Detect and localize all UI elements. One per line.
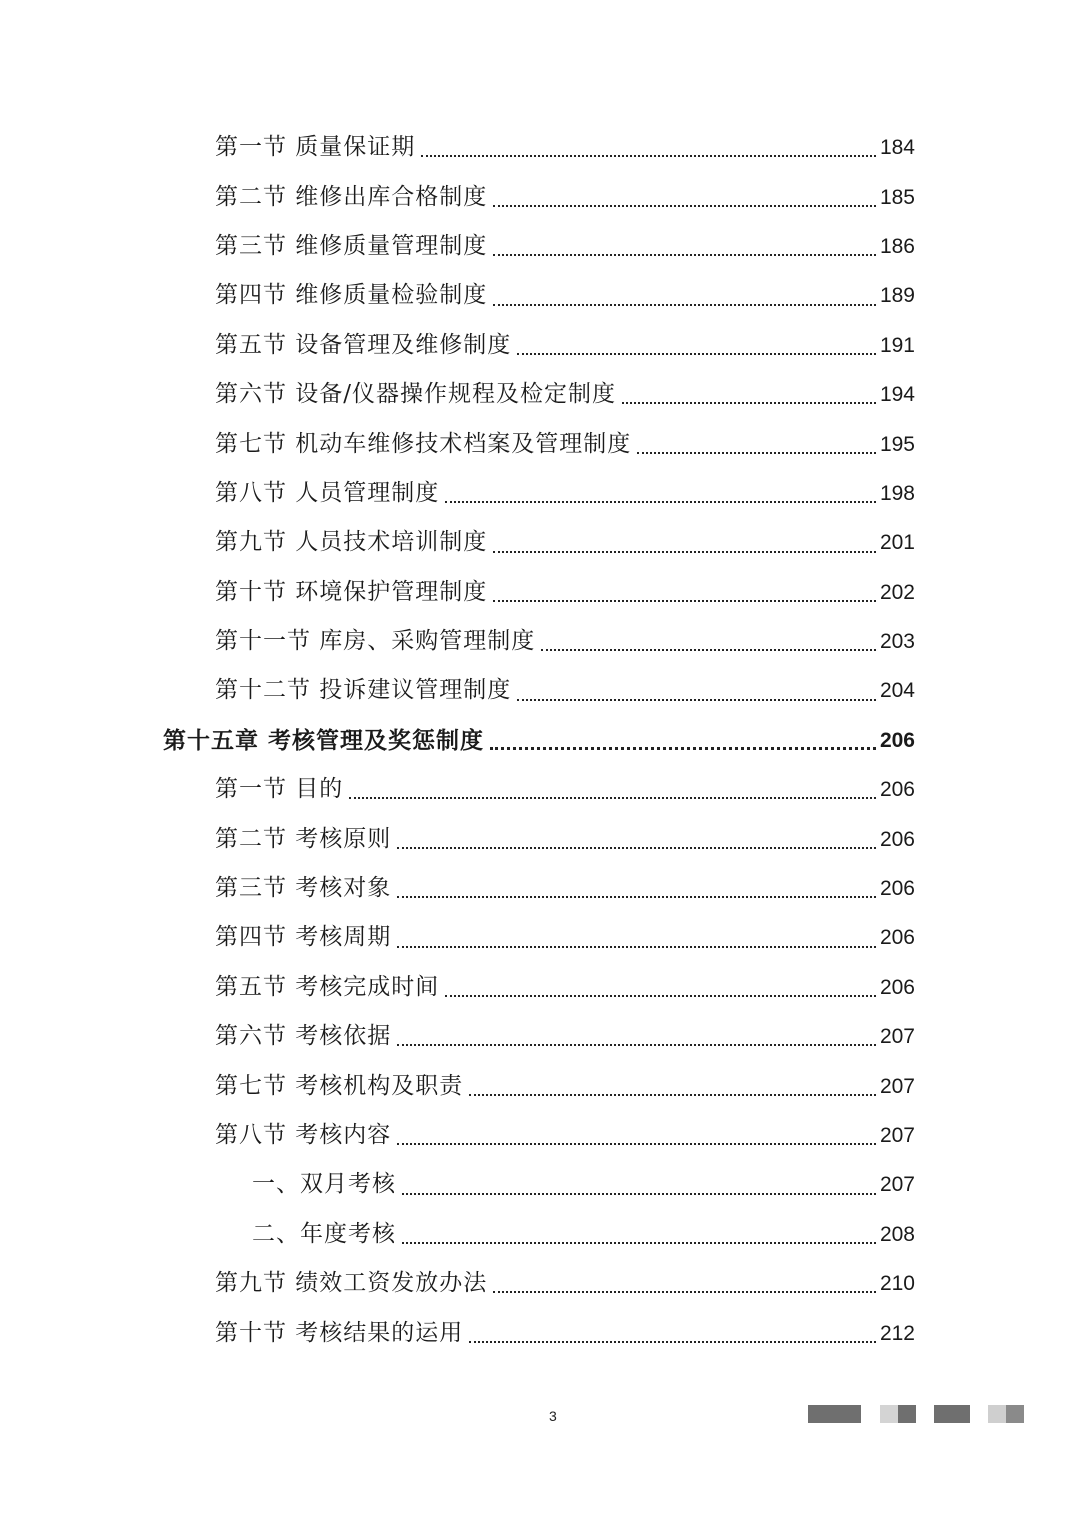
toc-dot-leader: [402, 1241, 876, 1244]
toc-entry-page: 189: [879, 284, 915, 308]
toc-entry-title: 第三节 考核对象: [215, 875, 392, 902]
toc-entry-page: 207: [879, 1025, 915, 1049]
toc-entry-title: 一、双月考核: [252, 1171, 396, 1198]
toc-dot-leader: [469, 1340, 876, 1343]
toc-entry-title: 第八节 人员管理制度: [215, 479, 440, 506]
toc-section-entry[interactable]: [0, 568, 1080, 617]
toc-section-entry[interactable]: [0, 666, 1080, 715]
footer-decoration-block-2: [880, 1405, 898, 1423]
toc-entry-page: 210: [879, 1272, 915, 1296]
toc-entry-title: 第十五章 考核管理及奖惩制度: [163, 726, 485, 754]
toc-dot-leader: [493, 253, 876, 256]
toc-section-entry[interactable]: [0, 1308, 1080, 1357]
toc-dot-leader: [402, 1192, 876, 1195]
toc-section-entry[interactable]: [0, 370, 1080, 419]
toc-entry-title: 第三节 维修质量管理制度: [215, 232, 488, 259]
toc-section-entry[interactable]: [0, 222, 1080, 271]
toc-dot-leader: [493, 599, 876, 602]
toc-entry-title: 第十一节 库房、采购管理制度: [215, 628, 536, 655]
toc-entry-page: 191: [879, 333, 915, 357]
toc-entry-title: 第十节 环境保护管理制度: [215, 578, 488, 605]
toc-section-entry[interactable]: [0, 123, 1080, 172]
toc-entry-page: 212: [879, 1321, 915, 1345]
toc-dot-leader: [517, 352, 876, 355]
page-number: 3: [549, 1408, 557, 1424]
toc-entry-title: 第四节 维修质量检验制度: [215, 282, 488, 309]
toc-entry-title: 第一节 质量保证期: [215, 134, 416, 161]
toc-entry-title: 第七节 考核机构及职责: [215, 1072, 464, 1099]
toc-entry-page: 198: [879, 481, 915, 505]
toc-entry-title: 第十二节 投诉建议管理制度: [215, 677, 512, 704]
toc-dot-leader: [517, 698, 876, 701]
toc-dot-leader: [493, 550, 876, 553]
toc-entry-page: 204: [879, 679, 915, 703]
toc-dot-leader: [493, 1290, 876, 1293]
toc-entry-page: 206: [879, 778, 915, 802]
footer-decoration-block-3: [898, 1405, 916, 1423]
toc-dot-leader: [349, 796, 876, 799]
toc-entry-title: 第八节 考核内容: [215, 1122, 392, 1148]
toc-entry-page: 184: [879, 136, 915, 160]
toc-entry-title: 第二节 考核原则: [215, 825, 392, 852]
toc-dot-leader: [637, 451, 876, 454]
toc-entry-page: 202: [879, 580, 915, 604]
toc-dot-leader: [397, 945, 876, 948]
toc-entry-page: 207: [879, 1124, 915, 1147]
toc-entry-title: 第二节 维修出库合格制度: [215, 183, 488, 210]
toc-entry-title: 第五节 设备管理及维修制度: [215, 331, 512, 358]
toc-section-entry[interactable]: [0, 419, 1080, 468]
toc-section-entry[interactable]: [0, 1259, 1080, 1308]
toc-section-entry[interactable]: [0, 469, 1080, 518]
toc-entry-page: 207: [879, 1074, 915, 1098]
toc-entry-title: 第四节 考核周期: [215, 924, 392, 951]
table-of-contents: [0, 123, 1080, 1358]
toc-entry-title: 第五节 考核完成时间: [215, 973, 440, 1000]
toc-dot-leader: [541, 648, 876, 651]
toc-section-entry[interactable]: [0, 963, 1080, 1012]
toc-section-entry[interactable]: [0, 321, 1080, 370]
toc-entry-page: 207: [879, 1173, 915, 1197]
toc-entry-title: 二、年度考核: [252, 1220, 396, 1247]
toc-dot-leader: [397, 895, 876, 898]
toc-dot-leader: [421, 154, 876, 157]
toc-section-entry[interactable]: [0, 271, 1080, 320]
toc-entry-page: 206: [879, 975, 915, 999]
toc-entry-title: 第九节 人员技术培训制度: [215, 529, 488, 556]
toc-entry-page: 194: [879, 383, 915, 407]
toc-entry-title: 第一节 目的: [215, 776, 344, 803]
toc-chapter-entry[interactable]: [0, 716, 1080, 765]
toc-section-entry[interactable]: [0, 1012, 1080, 1061]
footer-decoration-block-6: [1006, 1405, 1024, 1423]
toc-entry-title: 第六节 设备/仪器操作规程及检定制度: [215, 381, 617, 408]
toc-dot-leader: [490, 746, 876, 750]
toc-entry-page: 195: [879, 432, 915, 456]
toc-dot-leader: [622, 401, 876, 404]
toc-section-entry[interactable]: [0, 913, 1080, 962]
toc-dot-leader: [493, 303, 876, 306]
toc-dot-leader: [493, 204, 876, 207]
toc-subitem-entry[interactable]: [0, 1160, 1080, 1209]
toc-dot-leader: [445, 994, 876, 997]
toc-entry-page: 206: [879, 728, 915, 752]
toc-section-entry[interactable]: [0, 518, 1080, 567]
footer-decoration-block-1: [808, 1405, 861, 1423]
toc-entry-title: 第六节 考核依据: [215, 1023, 392, 1050]
toc-entry-page: 206: [879, 926, 915, 950]
toc-dot-leader: [397, 1142, 876, 1145]
toc-dot-leader: [397, 846, 876, 849]
footer-decoration-block-5: [988, 1405, 1006, 1423]
toc-entry-title: 第十节 考核结果的运用: [215, 1319, 464, 1346]
toc-section-entry[interactable]: [0, 1111, 1080, 1160]
toc-section-entry[interactable]: [0, 864, 1080, 913]
toc-entry-page: 208: [879, 1222, 915, 1246]
toc-section-entry[interactable]: [0, 172, 1080, 221]
toc-subitem-entry[interactable]: [0, 1210, 1080, 1259]
toc-section-entry[interactable]: [0, 765, 1080, 814]
toc-section-entry[interactable]: [0, 1061, 1080, 1110]
footer-decoration-block-4: [934, 1405, 970, 1423]
toc-entry-page: 201: [879, 531, 915, 555]
toc-section-entry[interactable]: [0, 617, 1080, 666]
toc-entry-page: 186: [879, 234, 915, 258]
toc-section-entry[interactable]: [0, 814, 1080, 863]
toc-entry-title: 第九节 绩效工资发放办法: [215, 1270, 488, 1297]
toc-entry-page: 206: [879, 827, 915, 851]
toc-dot-leader: [469, 1093, 876, 1096]
toc-entry-page: 203: [879, 630, 915, 654]
toc-entry-page: 185: [879, 185, 915, 209]
toc-entry-title: 第七节 机动车维修技术档案及管理制度: [215, 430, 632, 457]
toc-dot-leader: [445, 500, 876, 503]
toc-entry-page: 206: [879, 877, 915, 901]
toc-dot-leader: [397, 1043, 876, 1046]
